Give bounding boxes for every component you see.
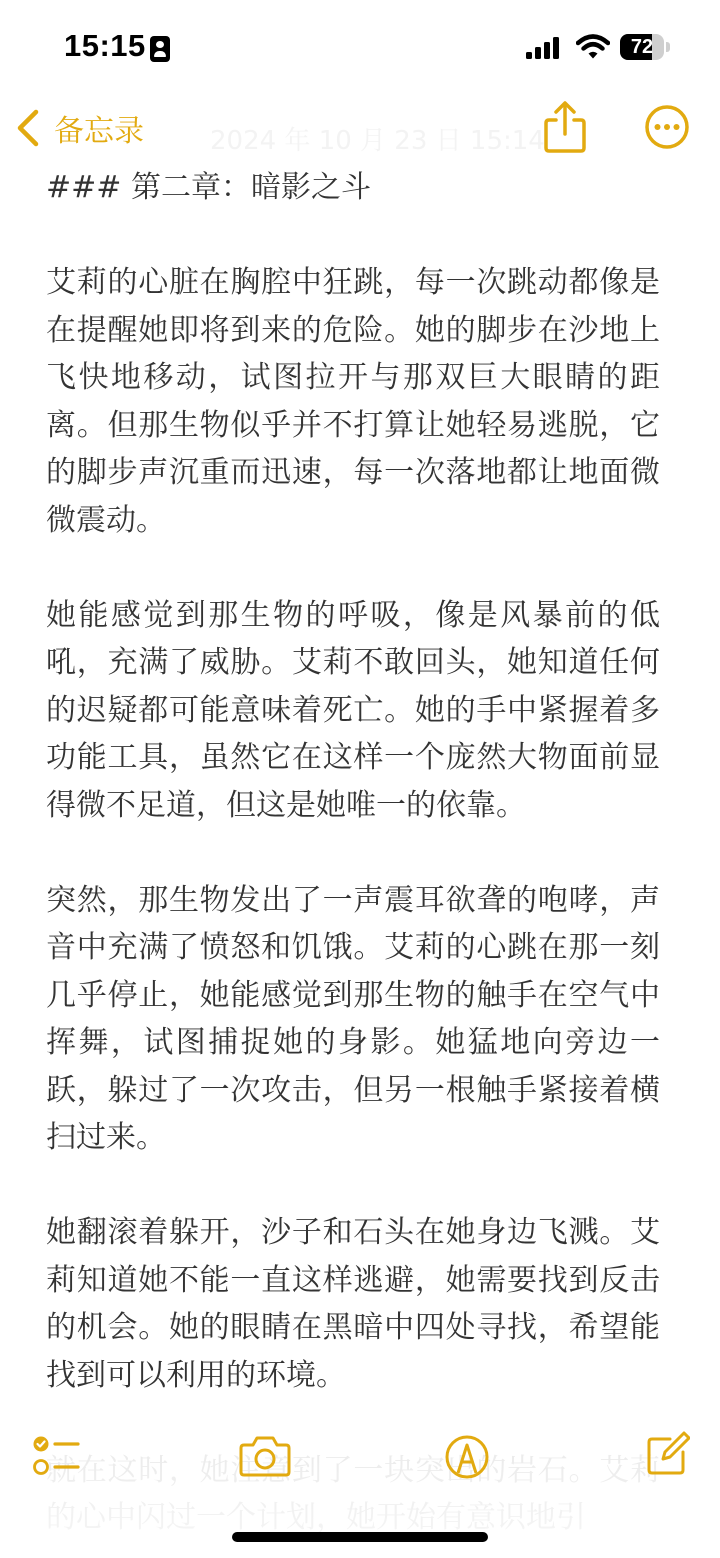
chevron-left-icon <box>14 108 42 148</box>
back-label: 备忘录 <box>54 114 144 149</box>
note-heading: ### 第二章：暗影之斗 <box>46 170 371 205</box>
more-button[interactable] <box>644 104 690 150</box>
share-icon <box>540 100 590 154</box>
markup-button[interactable] <box>444 1434 490 1480</box>
compose-button[interactable] <box>646 1430 690 1476</box>
compose-icon <box>646 1430 690 1476</box>
id-card-icon <box>150 36 170 62</box>
wifi-icon <box>576 34 610 60</box>
note-paragraph: 她翻滚着躲开，沙子和石头在她身边飞溅。艾莉知道她不能一直这样逃避，她需要找到反击的机会。她的眼睛在黑暗中四处寻找，希望能找到可以利用的环境。 <box>46 1215 660 1393</box>
checklist-icon <box>32 1434 82 1478</box>
back-button[interactable] <box>14 104 144 152</box>
note-paragraph: 艾莉的心脏在胸腔中狂跳，每一次跳动都像是在提醒她即将到来的危险。她的脚步在沙地上飞快地移动，试图拉开与那双巨大眼睛的距离。但那生物似乎并不打算让她轻易逃脱，它的脚步声沉重而迅速，每一次落地都让地面微微震动。 <box>46 265 660 538</box>
note-date: 2024 年 10 月 23 日 15:14 <box>210 126 545 156</box>
cellular-signal-icon <box>526 36 562 60</box>
status-bar <box>0 0 720 96</box>
status-time: 15:15 <box>64 28 146 63</box>
note-body[interactable] <box>46 164 660 1542</box>
battery-icon <box>620 34 664 60</box>
share-button[interactable] <box>540 100 590 154</box>
checklist-button[interactable] <box>32 1434 82 1478</box>
battery-tip <box>666 42 670 52</box>
more-icon <box>644 104 690 150</box>
camera-icon <box>238 1434 292 1478</box>
note-paragraph: 她能感觉到那生物的呼吸，像是风暴前的低吼，充满了威胁。艾莉不敢回头，她知道任何的迟疑都可能意味着死亡。她的手中紧握着多功能工具，虽然它在这样一个庞然大物面前显得微不足道，但这是她唯一的依靠。 <box>46 597 660 823</box>
battery-percent: 72 <box>630 36 654 58</box>
markup-icon <box>444 1434 490 1480</box>
note-paragraph: 突然，那生物发出了一声震耳欲聋的咆哮，声音中充满了愤怒和饥饿。艾莉的心跳在那一刻几乎停止，她能感觉到那生物的触手在空气中挥舞，试图捕捉她的身影。她猛地向旁边一跃，躲过了一次攻击，但另一根触手紧接着横扫过来。 <box>46 882 660 1155</box>
home-indicator[interactable] <box>232 1532 488 1542</box>
camera-button[interactable] <box>238 1434 292 1478</box>
